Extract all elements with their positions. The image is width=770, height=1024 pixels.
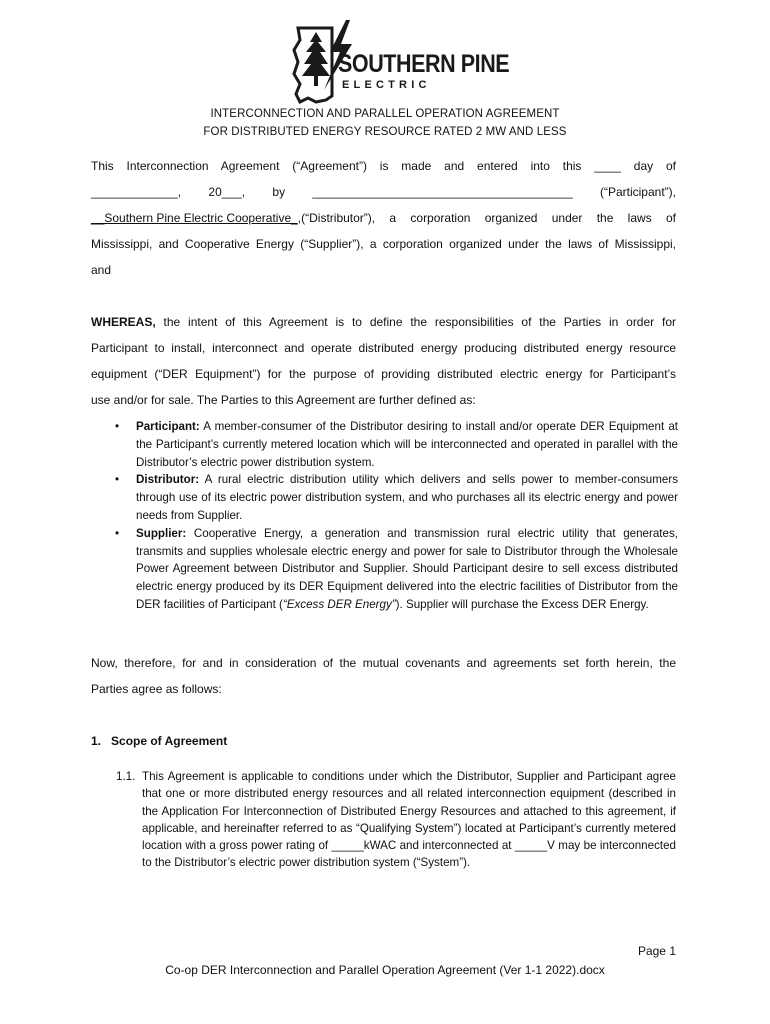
whereas-line-1 [91, 315, 676, 329]
logo-name: SOUTHERN PINE [338, 50, 510, 78]
whereas-line-2: Participant to install, interconnect and operate distributed energy producing distributed energy resource [91, 341, 676, 355]
whereas-label: WHEREAS, [91, 315, 156, 329]
whereas-line-4: use and/or for sale. The Parties to this Agreement are further defined as: [91, 393, 476, 407]
bullet-icon: • [115, 420, 120, 433]
page-number: Page 1 [637, 944, 676, 958]
whereas-line-1-text: the intent of this Agreement is to define the responsibilities of the Parties in order for [155, 315, 676, 329]
intro-line-1: This Interconnection Agreement (“Agreement”) is made and entered into this ____ day of [91, 159, 676, 173]
intro-line-3 [91, 211, 676, 225]
definition-participant: • Participant: A member-consumer of the Distributor desiring to install and/or operate DER Equipment at the Participant’s currently metered location which will be interconnected and operated in parallel with the Distributor’s electric power distribution system. [115, 420, 678, 469]
definition-distributor: • Distributor: A rural electric distribution utility which delivers and sells power to member-consumers through use of its electric power distribution system, and who purchases all its electric energy and power needs from Supplier. [115, 473, 678, 522]
document-title-line-2: FOR DISTRIBUTED ENERGY RESOURCE RATED 2 MW AND LESS [203, 126, 567, 138]
distributor-name: __Southern Pine Electric Cooperative_, [91, 211, 302, 225]
now-therefore-line-1: Now, therefore, for and in consideration of the mutual covenants and agreements set forth herein, the [91, 656, 676, 670]
intro-line-3-rest: (“Distributor”), a corporation organized under the laws of [301, 211, 676, 225]
bullet-icon: • [115, 526, 120, 540]
document-title-line-1: INTERCONNECTION AND PARALLEL OPERATION AGREEMENT [210, 108, 560, 120]
section-1-1 [116, 768, 676, 872]
intro-line-4: Mississippi, and Cooperative Energy (“Supplier”), a corporation organized under the laws of Mississippi, [91, 237, 676, 251]
now-therefore-line-2: Parties agree as follows: [91, 682, 222, 696]
intro-line-5: and [91, 263, 112, 277]
intro-line-2: _____________, 20___, by _______________________________________ (“Participant”), [91, 185, 676, 199]
footer-filename: Co-op DER Interconnection and Parallel Operation Agreement (Ver 1-1 2022).docx [165, 963, 605, 977]
section-1-heading: 1. Scope of Agreement [91, 734, 228, 748]
whereas-line-3: equipment (“DER Equipment”) for the purpose of providing distributed electric energy for Participant’s [91, 367, 676, 381]
definition-supplier: • Supplier: Cooperative Energy, a generation and transmission rural electric utility that generates, transmits and supplies wholesale electric energy and power for sale to Distributor through the Wholesale Power Agreement between Distributor and Supplier. Should Participant desire to sell excess distributed electric energy produced by its DER Equipment delivered into the electric facilities of Distributor from the DER facilities of Participant (“Excess DER Energy”). Supplier will purchase the Excess DER Energy. [115, 526, 678, 611]
bullet-icon: • [115, 473, 120, 487]
section-1-1-number: 1.1. [116, 770, 136, 783]
logo-subtitle: ELECTRIC [342, 79, 431, 91]
definitions-list [108, 418, 678, 614]
section-1-1-text: This Agreement is applicable to conditions under which the Distributor, Supplier and Participant agree that one or more distributed energy resources and all related interconnection equipment (described in the Application For Interconnection of Distributed Energy Resources and attached to this agreement, if applicable, and hereinafter referred to as “Qualifying System”) located at Participant’s currently metered location with a gross power rating of _____kWAC and interconnected at _____V may be interconnected to the Distributor’s electric power distribution system (“System”). [142, 770, 676, 870]
